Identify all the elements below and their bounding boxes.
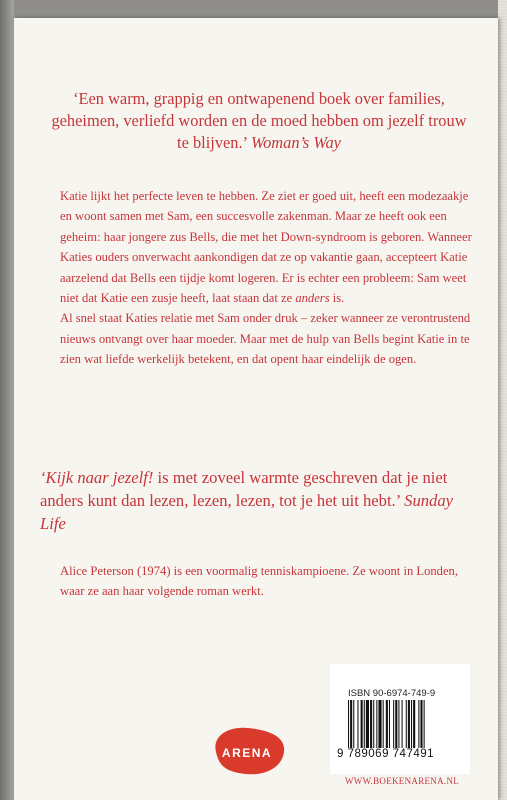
barcode-bar <box>370 700 372 748</box>
arena-logo-icon <box>204 722 290 778</box>
barcode-bar <box>373 700 374 748</box>
blurb-paragraph-2: Al snel staat Katies relatie met Sam onder druk – zeker wanneer ze verontrustend nieuws ontvangt over haar moeder. Maar met de hulp van Bells begint Katie in te zien wat liefde werkelijk betekent, en dat opent haar eindelijk de ogen. <box>60 311 471 367</box>
barcode-bar <box>357 700 358 748</box>
barcode-bar <box>395 700 397 748</box>
barcode-bar <box>418 700 419 748</box>
review-quote-bottom-source: Sunday Life <box>40 491 454 533</box>
barcode-bar <box>383 700 384 748</box>
review-quote-bottom <box>40 466 474 535</box>
page-edges <box>498 0 507 800</box>
barcode-bar <box>393 700 394 748</box>
review-quote-top-text: ‘Een warm, grappig en ontwapenend boek over families, geheimen, verliefd worden en de moed hebben om jezelf trouw te blijven.’ <box>51 89 467 152</box>
barcode-icon <box>346 700 466 748</box>
barcode-bar <box>348 700 349 748</box>
isbn-label: ISBN 90-6974-749-9 <box>348 688 436 699</box>
barcode-bar <box>353 700 354 748</box>
blurb-emphasis: anders <box>295 291 330 306</box>
barcode-bar <box>364 700 365 748</box>
barcode-bar <box>413 700 415 748</box>
barcode-bar <box>420 700 422 748</box>
barcode-bar <box>378 700 381 748</box>
barcode-digits: 9 789069 747491 <box>337 748 435 760</box>
review-quote-top-source: Woman’s Way <box>250 133 341 152</box>
barcode-bar <box>350 700 352 748</box>
blurb-paragraph-1-end: is. <box>332 291 345 306</box>
review-quote-bottom-title: ‘Kijk naar jezelf! <box>40 468 154 487</box>
barcode-bar <box>402 700 403 748</box>
barcode-bar <box>361 700 363 748</box>
barcode-bar <box>408 700 410 748</box>
arena-logo-text: ARENA <box>221 746 273 760</box>
barcode-bar <box>386 700 388 748</box>
barcode-bar <box>366 700 369 748</box>
book-blurb <box>60 186 478 370</box>
barcode-bar <box>411 700 412 748</box>
barcode-bar <box>398 700 399 748</box>
review-quote-bottom-text: is met zoveel warmte geschreven dat je niet anders kunt dan lezen, lezen, lezen, tot je het uit hebt.’ <box>40 468 448 510</box>
author-bio: Alice Peterson (1974) is een voormalig tenniskampioene. Ze woont in Londen, waar ze aan haar volgende roman werkt. <box>60 564 459 599</box>
barcode-bar <box>406 700 407 748</box>
barcode-bar <box>376 700 377 748</box>
barcode-bar <box>389 700 390 748</box>
blurb-paragraph-1-text: Katie lijkt het perfecte leven te hebben. Ze ziet er goed uit, heeft een modezaakje en woont samen met Sam, een succesvolle zakenman. Maar ze heeft ook een geheim: haar jongere zus Bells, die met het Down-syndroom is geboren. Wanneer Katies ouders onverwacht aankondigen dat ze op vakantie gaan, accepteert Katie aarzelend dat Bells een tijdje komt logeren. Er is echter een probleem: Sam weet niet dat Katie een zusje heeft, laat staan dat ze <box>60 189 472 306</box>
book-spine-edge <box>0 0 14 800</box>
barcode-bar <box>424 700 425 748</box>
blurb-paragraph-1 <box>60 186 478 308</box>
publisher-website: WWW.BOEKENARENA.NL <box>345 776 460 786</box>
review-quote-top <box>50 88 468 154</box>
